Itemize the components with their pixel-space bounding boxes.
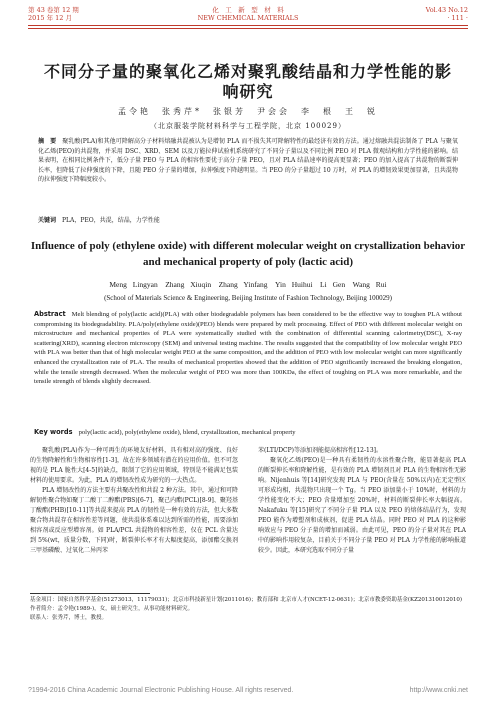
footnote-author-bio: 作者简介：孟令艳(1989-)，女，硕士研究生，从事功能材料研究。 <box>30 606 194 612</box>
abstract-en-text: Melt blending of poly(lactic acid)(PLA) with other biodegradable polymers has been considered to be the effective way to toughen PLA without compromising its biodegradability. PLA/poly(ethylene oxide)(PEO) blends were prepared by melt processing. Effect of PEO with different molecular weight on microstructure and mechanical properties of PLA were systematically studied with the combination of differential scanning calorimetry(DSC), X-ray scattering(XRD), scanning electron microscopy (SEM) and universal testing machine. The results suggested that the compatibility of low molecular weight PEO with PLA was better than that of high molecular weight PEO at the same composition, and the addition of PEO with low molecular weight can more significantly enhanced the crystallization rate of PLA. The results of mechanical properties showed that the addition of PEO significantly increased the breaking elongation, while the tensile strength decreased. When the molecular weight of PEO was more than 100KDa, the effect of toughing on PLA was more remarkable, and the tensile strength of blends slightly decreased. <box>34 311 462 386</box>
keywords-cn-label: 关键词 <box>38 217 57 224</box>
abstract-cn <box>38 137 458 185</box>
abstract-cn-label: 摘 要 <box>38 138 57 145</box>
body-paragraph: 聚氧化乙烯(PEO)是一种具有柔韧性的水溶性聚合物，能显著提高 PLA 的断裂伸长率和降解性能，是有效的 PLA 增韧剂且对 PLA 的生物相容性无影响。Nijenhuis 等[14]研究发现 PLA 与 PEO(含量在 50%以内)在无定型区可形成均相，共混物只出现一个 Tg。当 PEO 添加量小于 10%时，材料的力学性能变化不大；PEO 含量增加至 20%时，材料的断裂伸长率大幅提高。Nakafuku 等[15]研究了不同分子量 PLA 以及 PEO 的熔体结晶行为，发现 PEO 能作为增塑剂和成核剂，促进 PLA 结晶。同时 PEO 对 PLA 的这种影响效应与 PEO 分子量的增加而减弱。由此可见，PEO 的分子量对其在 PLA 中的影响作用较复杂，目前关于不同分子量 PEO 对 PLA 力学性能的影响报道较少。因此，本研究选取不同分子量 <box>258 457 466 554</box>
abstract-en <box>34 310 462 387</box>
authors-en: Meng Lingyan Zhang Xiuqin Zhang Yinfang Yin Huihui Li Gen Wang Rui <box>109 280 387 289</box>
journal-name-cn: 化 工 新 型 材 料 <box>212 6 284 14</box>
footnote-contact: 联系人：张秀芹，博士，教授。 <box>30 615 108 621</box>
paper-title-en: Influence of poly (ethylene oxide) with different molecular weight on crystallization behavior and mechanical property of poly (lactic acid) <box>30 240 466 268</box>
header-rule-thin <box>28 28 468 29</box>
abstract-en-label: Abstract <box>34 310 66 318</box>
footnotes <box>30 596 466 623</box>
keywords-cn <box>38 215 458 224</box>
volume-number-label: Vol.43 No.12 <box>425 6 468 14</box>
affiliation-cn: （北京服装学院材料科学与工程学院，北京 100029） <box>150 122 346 130</box>
keywords-en <box>34 428 462 436</box>
copyright-bar <box>28 687 468 694</box>
copyright-text: ?1994-2016 China Academic Journal Electronic Publishing House. All rights reserved. <box>28 687 294 694</box>
journal-name-header <box>0 6 496 22</box>
journal-name-en: NEW CHEMICAL MATERIALS <box>197 14 299 22</box>
body-column-right <box>258 446 466 556</box>
journal-volume-header <box>426 6 468 22</box>
paper-title-cn: 不同分子量的聚氧化乙烯对聚乳酸结晶和力学性能的影响研究 <box>43 62 452 101</box>
keywords-cn-text: PLA，PEO，共混，结晶，力学性能 <box>62 217 160 224</box>
footnote-funding: 基金项目：国家自然科学基金(51273013，11179031)；北京市科技新星计划(2011016)；教育部和 北京市人才(NCET-12-0631)；北京市教委资助基金(KZ201310012010) <box>30 597 463 603</box>
abstract-cn-text: 聚乳酸(PLA)和其他可降解高分子材料熔融共混被认为是增韧 PLA 而不损失其可降解特性的最经济有效的方法。通过熔融共混法制备了 PLA 与聚氧化乙烯(PEO)的共混物，并采用 DSC、XRD、SEM 以及万能拉伸试验机系统研究了不同分子量以及不同比例 PEO 对 PLA 微观结构和力学性能的影响。结果表明，在相同比例条件下，低分子量 PEO 与 PLA 的相容性要优于高分子量 PEO，且对 PLA 结晶速率的提高更显著；PEO 的加入提高了共混物的断裂伸长率，但降低了拉伸强度的下降，且随 PEO 分子量的增加，拉伸强度下降越明显。当 PEO 的分子量超过 10 万时，对 PLA 的增韧效果更加显著，且共混物的拉伸强度下降幅度较小。 <box>38 138 458 183</box>
keywords-en-text: poly(lactic acid), poly(ethylene oxide), blend, crystallization, mechanical property <box>78 429 296 436</box>
affiliation-en: (School of Materials Science & Engineering, Beijing Institute of Fashion Technology, Beijing 100029) <box>104 294 392 302</box>
cnki-link[interactable]: http://www.cnki.net <box>409 687 468 694</box>
authors-cn: 孟令艳 张秀芹* 张银芳 尹会会 李 根 王 锐 <box>118 107 378 116</box>
issue-date-label: 2015 年 12 月 <box>28 14 73 22</box>
body-paragraph: 苯(LTI/DCP)等添加剂能提高相容性[12-13]。 <box>258 447 382 454</box>
page-number-label: · 111 · <box>447 14 468 22</box>
issue-volume-label: 第 43 卷第 12 期 <box>28 6 79 14</box>
body-column-left <box>30 446 238 556</box>
keywords-en-label: Key words <box>34 428 73 436</box>
body-paragraph: PLA 增韧改性的方法主要有共聚改性和共混 2 种方法。其中，通过和可降解韧性聚合物如聚丁二酸丁二醇酯(PBS)[6-7]、聚己内酯(PCL)[8-9]、聚羟基丁酸酯(PHB)[10-11]等共混来提高 PLA 的韧性是一种有效的方法，但大多数聚合物共混存在相容性差等问题，使共混体系难以达到所需的性能，需要添加相容剂或反应型增容剂。如 PLA/PCL 共混物的相容性差，仅在 PCL 含量达到 5%(wt，质量分数，下同)时，断裂伸长率才有大幅度提高，添加酯交换剂三甲基磷酸、过氧化二异丙苯 <box>30 487 238 554</box>
header-rule <box>28 25 468 26</box>
body-paragraph: 聚乳酸(PLA)作为一种可再生的环境友好材料，具有相对高的强度、良好的生物降解性和生物相容性[1-3]，故在许多领域有潜在的应用价值。但不可忽视的是 PLA 脆性大[4-5]的缺点，限制了它的应用领域，特别是不能满足包装材料的使用要求。为此，PLA 的增韧改性成为研究的一大热点。 <box>30 447 238 484</box>
footnote-rule <box>30 593 150 594</box>
